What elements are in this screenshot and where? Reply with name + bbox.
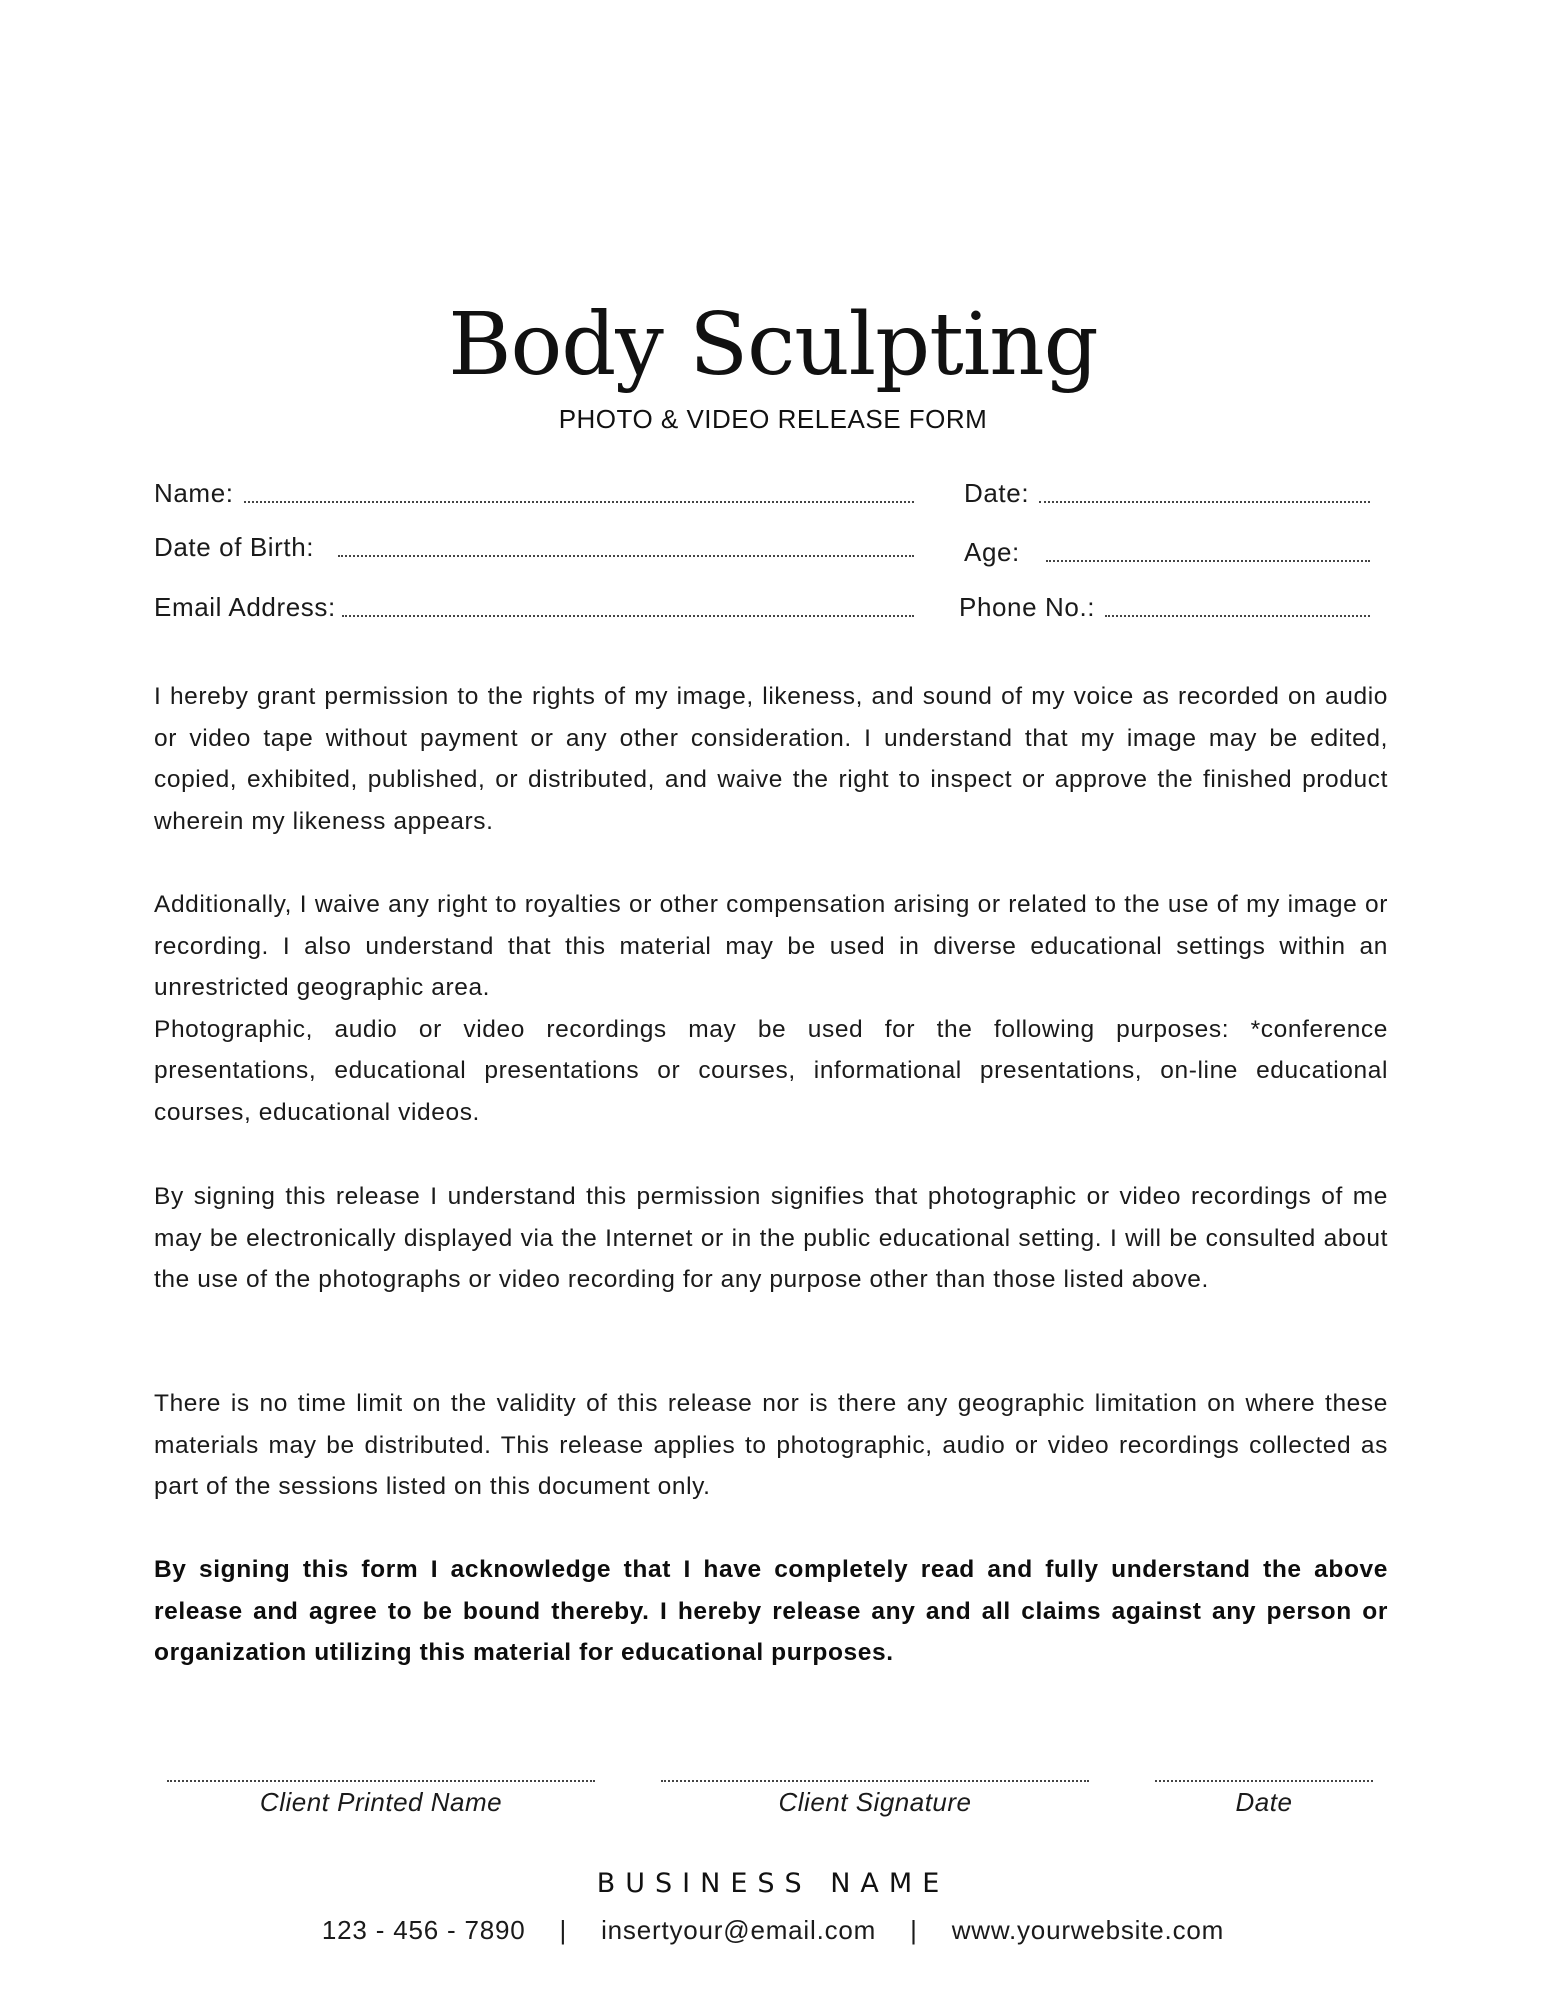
website-link[interactable]: www.yourwebsite.com [951, 1915, 1225, 1945]
form-subtitle: PHOTO & VIDEO RELEASE FORM [558, 404, 988, 434]
phone-field[interactable] [959, 592, 1370, 622]
paragraph-signing [154, 1176, 1388, 1301]
signature-date-line[interactable] [1155, 1780, 1373, 1782]
name-label: Name: [154, 478, 234, 508]
separator: | [910, 1915, 918, 1945]
printed-name-label: Client Printed Name [259, 1787, 503, 1817]
phone-label: Phone No.: [959, 592, 1096, 622]
paragraph-royalties [154, 884, 1388, 1134]
paragraph-text: Additionally, I waive any right to royalties or other compensation arising or related to the use of my image or recording. I also understand that this material may be used in diverse educational settings within an unrestricted geographic area. [154, 891, 1388, 1002]
contact-line [0, 1915, 1546, 1946]
age-line[interactable] [1046, 560, 1370, 562]
age-label: Age: [964, 537, 1020, 567]
separator: | [559, 1915, 568, 1945]
name-line[interactable] [244, 501, 914, 503]
signature-label: Client Signature [778, 1787, 972, 1817]
paragraph-text: By signing this form I acknowledge that I have completely read and fully understand the above release and agree to be bound thereby. I hereby release any and all claims against any person or organization utilizing this material for educational purposes. [154, 1556, 1388, 1667]
paragraph-acknowledgement [154, 1549, 1388, 1674]
phone-line[interactable] [1105, 615, 1370, 617]
phone-number: 123 - 456 - 7890 [321, 1915, 526, 1945]
form-title: Body Sculpting [448, 295, 1098, 395]
email-link[interactable]: insertyour@email.com [601, 1915, 877, 1945]
dob-field[interactable] [154, 532, 914, 562]
name-field[interactable] [154, 478, 914, 508]
date-field[interactable] [964, 478, 1370, 508]
email-line[interactable] [342, 615, 914, 617]
dob-label: Date of Birth: [154, 532, 315, 562]
paragraph-time-limit [154, 1383, 1388, 1508]
date-label: Date: [964, 478, 1030, 508]
paragraph-permission [154, 676, 1388, 842]
paragraph-text: There is no time limit on the validity of this release nor is there any geographic limitation on where these materials may be distributed. This release applies to photographic, audio or video recordings collected as part of the sessions listed on this document only. [154, 1390, 1388, 1501]
business-name: BUSINESS NAME [596, 1868, 950, 1899]
dob-line[interactable] [338, 555, 914, 557]
paragraph-text: Photographic, audio or video recordings may be used for the following purposes: *conference presentations, educational presentations or courses, informational presentations, on-line educational courses, educational videos. [154, 1015, 1388, 1126]
age-field[interactable] [964, 537, 1370, 567]
email-label: Email Address: [154, 592, 336, 622]
paragraph-text: By signing this release I understand this permission signifies that photographic or video recordings of me may be electronically displayed via the Internet or in the public educational setting. I will be consulted about the use of the photographs or video recording for any purpose other than those listed above. [154, 1183, 1388, 1294]
paragraph-text: I hereby grant permission to the rights of my image, likeness, and sound of my voice as recorded on audio or video tape without payment or any other consideration. I understand that my image may be edited, copied, exhibited, published, or distributed, and waive the right to inspect or approve the finished product wherein my likeness appears. [154, 683, 1388, 835]
email-field[interactable] [154, 592, 914, 622]
signature-date-label: Date [1235, 1787, 1293, 1817]
date-line[interactable] [1039, 501, 1370, 503]
signature-line[interactable] [661, 1780, 1089, 1782]
printed-name-line[interactable] [167, 1780, 595, 1782]
